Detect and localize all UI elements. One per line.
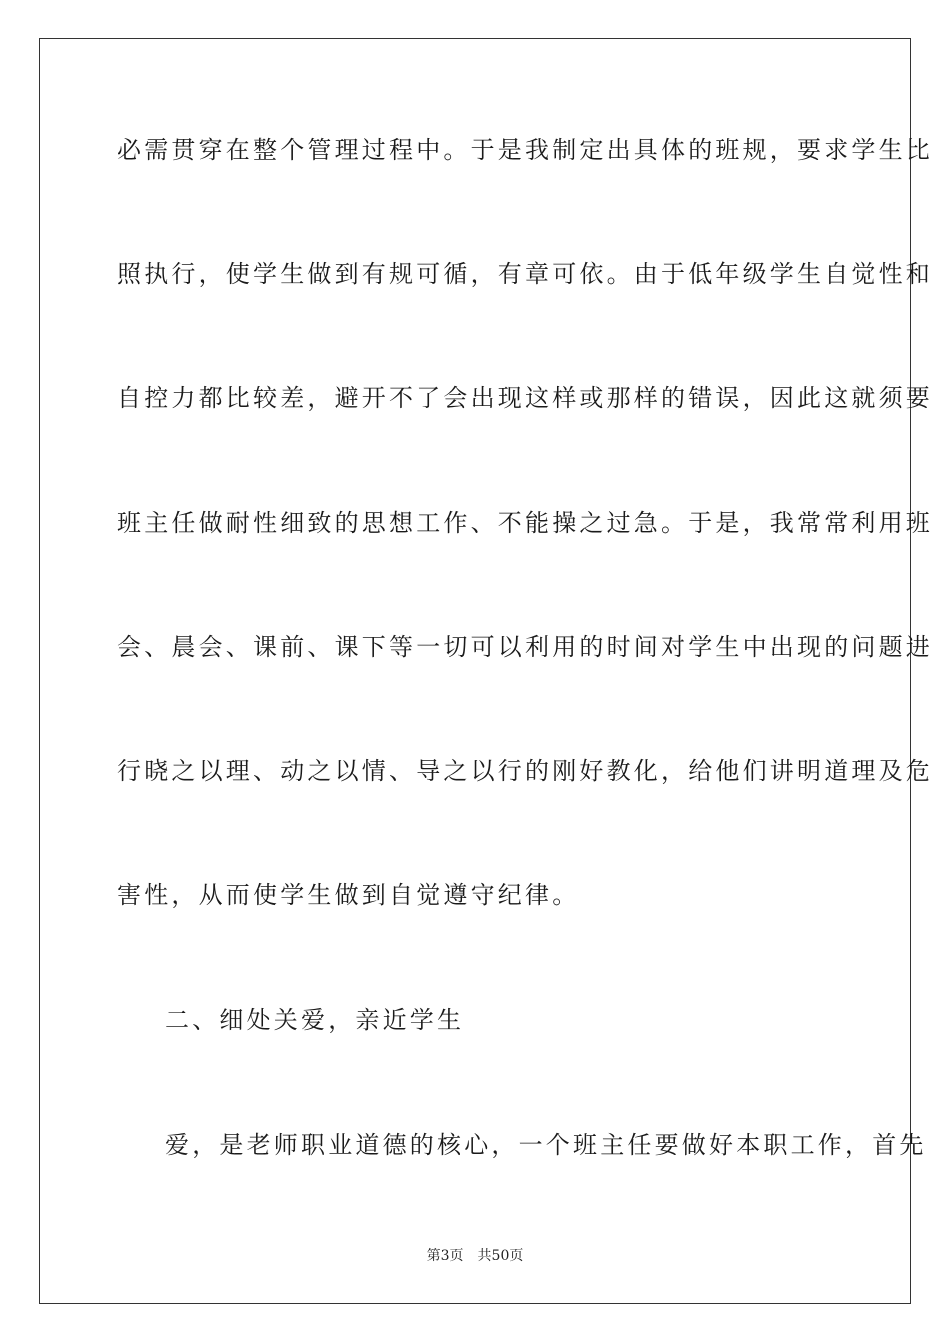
page-footer [0,1246,950,1266]
body-text-line: 害性，从而使学生做到自觉遵守纪律。 [117,881,580,909]
body-text-line: 行晓之以理、动之以情、导之以行的刚好教化，给他们讲明道理及危 [117,757,933,785]
body-text-line: 班主任做耐性细致的思想工作、不能操之过急。于是，我常常利用班 [117,509,933,537]
body-text-line: 会、晨会、课前、课下等一切可以利用的时间对学生中出现的问题进 [117,633,933,661]
total-pages: 共50页 [477,1248,524,1264]
section-heading: 二、细处关爱，亲近学生 [165,1006,465,1034]
body-text-line: 必需贯穿在整个管理过程中。于是我制定出具体的班规，要求学生比 [117,136,933,164]
body-text-line: 自控力都比较差，避开不了会出现这样或那样的错误，因此这就须要 [117,384,933,412]
page-number: 第3页 [426,1248,464,1264]
body-text-line: 照执行，使学生做到有规可循，有章可依。由于低年级学生自觉性和 [117,260,933,288]
paragraph-first-line: 爱，是老师职业道德的核心，一个班主任要做好本职工作，首先 [165,1131,927,1159]
page-border [39,38,933,1304]
